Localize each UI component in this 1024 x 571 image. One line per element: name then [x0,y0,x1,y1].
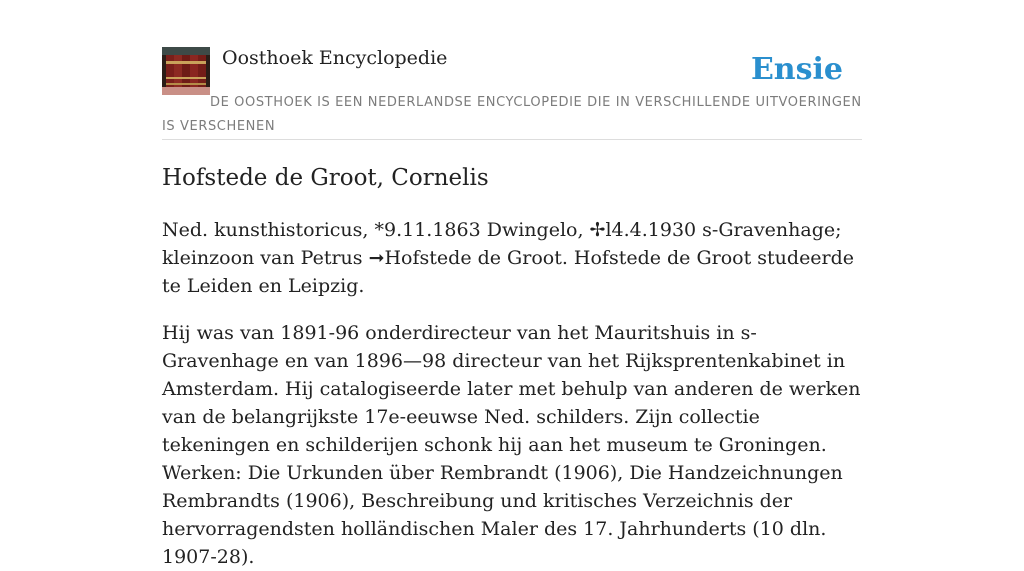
article-paragraph: Ned. kunsthistoricus, *9.11.1863 Dwingelo, ✢l4.4.1930 s-Gravenhage; kleinzoon van Petrus ➞Hofstede de Groot. Hofstede de Groot studeerde te Leiden en Leipzig. [162,219,855,297]
encyclopedia-books-icon[interactable] [162,47,210,95]
source-description: DE OOSTHOEK IS EEN NEDERLANDSE ENCYCLOPEDIE DIE IN VERSCHILLENDE UITVOERINGEN IS VERSCHENEN [162,95,862,134]
article-paragraph: Hij was van 1891-96 onderdirecteur van het Mauritshuis in s-Gravenhage en van 1896—98 directeur van het Rijksprentenkabinet in Amsterdam. Hij catalogiseerde later met behulp van anderen de werken van de belangrijkste 17e-eeuwse Ned. schilders. Zijn collectie tekeningen en schilderijen schonk hij aan het museum te Groningen. Werken: Die Urkunden über Rembrandt (1906), Die Handzeichnungen Rembrandts (1906), Beschreibung und kritisches Verzeichnis der hervorragendsten holländischen Maler des 17. Jahrhunderts (10 dln. 1907-28). [162,322,861,568]
brand-logo[interactable]: Ensie [750,52,843,87]
divider [162,139,862,140]
source-header [162,46,862,140]
source-title[interactable]: Oosthoek Encyclopedie [222,47,448,69]
article-title: Hofstede de Groot, Cornelis [162,165,489,191]
